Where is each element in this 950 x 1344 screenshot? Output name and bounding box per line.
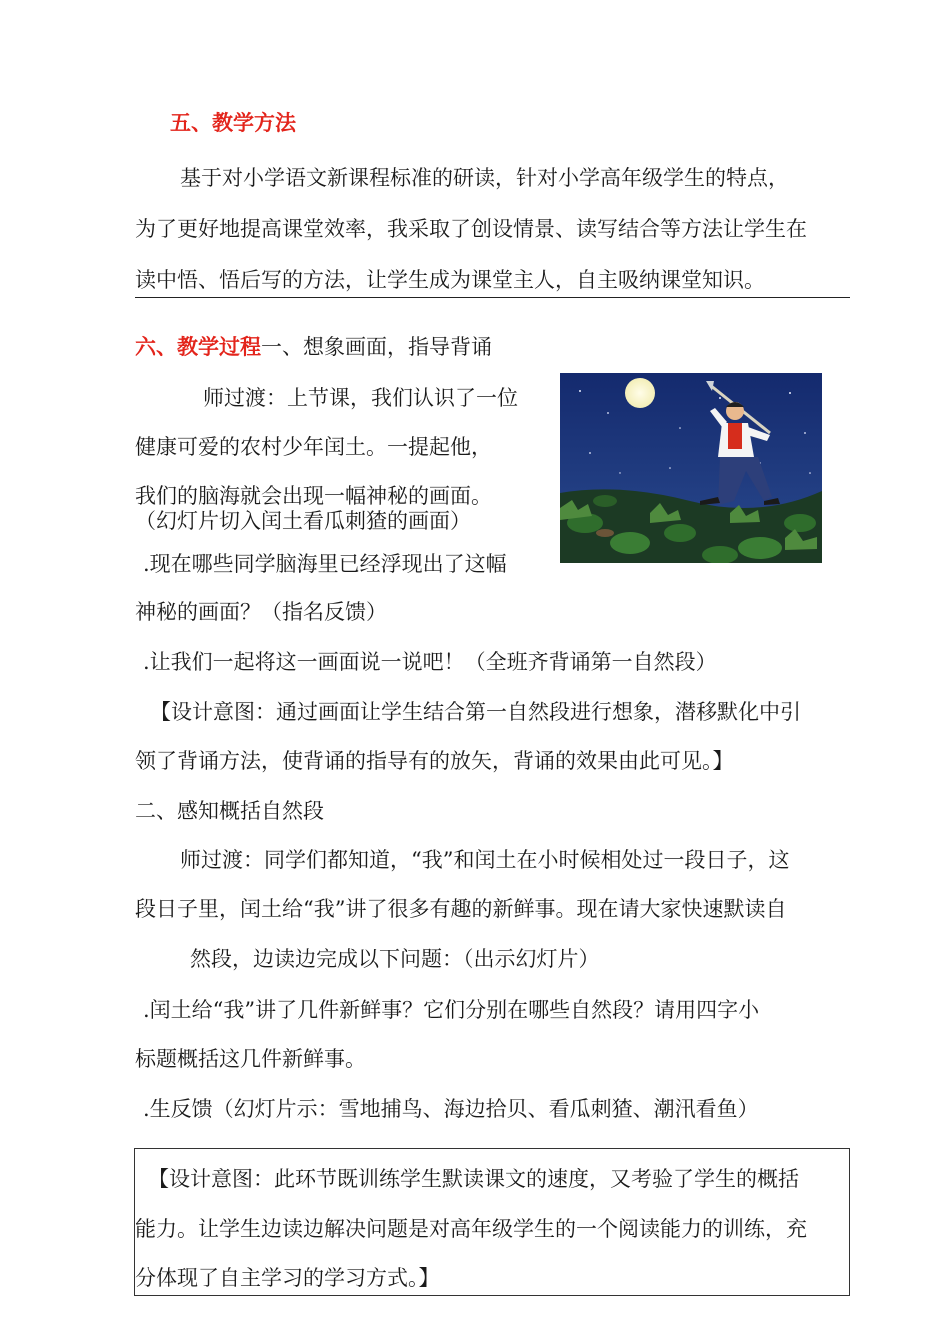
section5-line-3: 读中悟、悟后写的方法，让学生成为课堂主人，自主吸纳课堂知识。 <box>135 268 765 292</box>
design-intent-2-line-3: 分体现了自主学习的学习方式。】 <box>135 1266 440 1290</box>
section6-heading-row <box>135 332 492 362</box>
section5-line-2: 为了更好地提高课堂效率，我采取了创设情景、读写结合等方法让学生在 <box>135 217 807 241</box>
design-intent-1-line-2: 领了背诵方法，使背诵的指导有的放矢，背诵的效果由此可见。】 <box>135 749 734 773</box>
part2-line-1: 师过渡：同学们都知道，“我”和闰土在小时候相处过一段日子，这 <box>180 848 790 872</box>
section5-heading: 五、教学方法 <box>170 110 296 135</box>
intro-line-1: 师过渡：上节课，我们认识了一位 <box>203 386 518 410</box>
runtu-watermelon-field-illustration <box>560 373 822 563</box>
design-intent-2-line-1: 【设计意图：此环节既训练学生默读课文的速度，又考验了学生的概括 <box>148 1167 799 1191</box>
section6-subheading: 一、想象画面，指导背诵 <box>261 335 492 359</box>
part2-line-5: 标题概括这几件新鲜事。 <box>135 1047 366 1071</box>
intro-line-5: .现在哪些同学脑海里已经浮现出了这幅 <box>143 552 507 576</box>
divider-line <box>135 297 850 298</box>
intro-line-2: 健康可爱的农村少年闰土。一提起他， <box>135 435 492 459</box>
intro-line-6: 神秘的画面？（指名反馈） <box>135 600 387 624</box>
design-intent-1-line-1: 【设计意图：通过画面让学生结合第一自然段进行想象，潜移默化中引 <box>150 700 801 724</box>
part2-line-6: .生反馈（幻灯片示：雪地捕鸟、海边拾贝、看瓜刺猹、潮汛看鱼） <box>143 1097 759 1121</box>
part2-line-4: .闰土给“我”讲了几件新鲜事？它们分别在哪些自然段？请用四字小 <box>143 998 760 1022</box>
part2-line-3: 然段，边读边完成以下问题：（出示幻灯片） <box>190 947 600 971</box>
part2-line-2: 段日子里，闰土给“我”讲了很多有趣的新鲜事。现在请大家快速默读自 <box>135 897 787 921</box>
part2-heading: 二、感知概括自然段 <box>135 799 324 823</box>
section5-line-1: 基于对小学语文新课程标准的研读，针对小学高年级学生的特点， <box>180 166 789 190</box>
design-intent-2-line-2: 能力。让学生边读边解决问题是对高年级学生的一个阅读能力的训练，充 <box>135 1217 807 1241</box>
intro-line-7: .让我们一起将这一画面说一说吧！（全班齐背诵第一自然段） <box>143 650 717 674</box>
section6-heading: 六、教学过程 <box>135 334 261 359</box>
intro-line-4: （幻灯片切入闰土看瓜刺猹的画面） <box>135 509 471 533</box>
intro-line-3: 我们的脑海就会出现一幅神秘的画面。 <box>135 484 492 508</box>
